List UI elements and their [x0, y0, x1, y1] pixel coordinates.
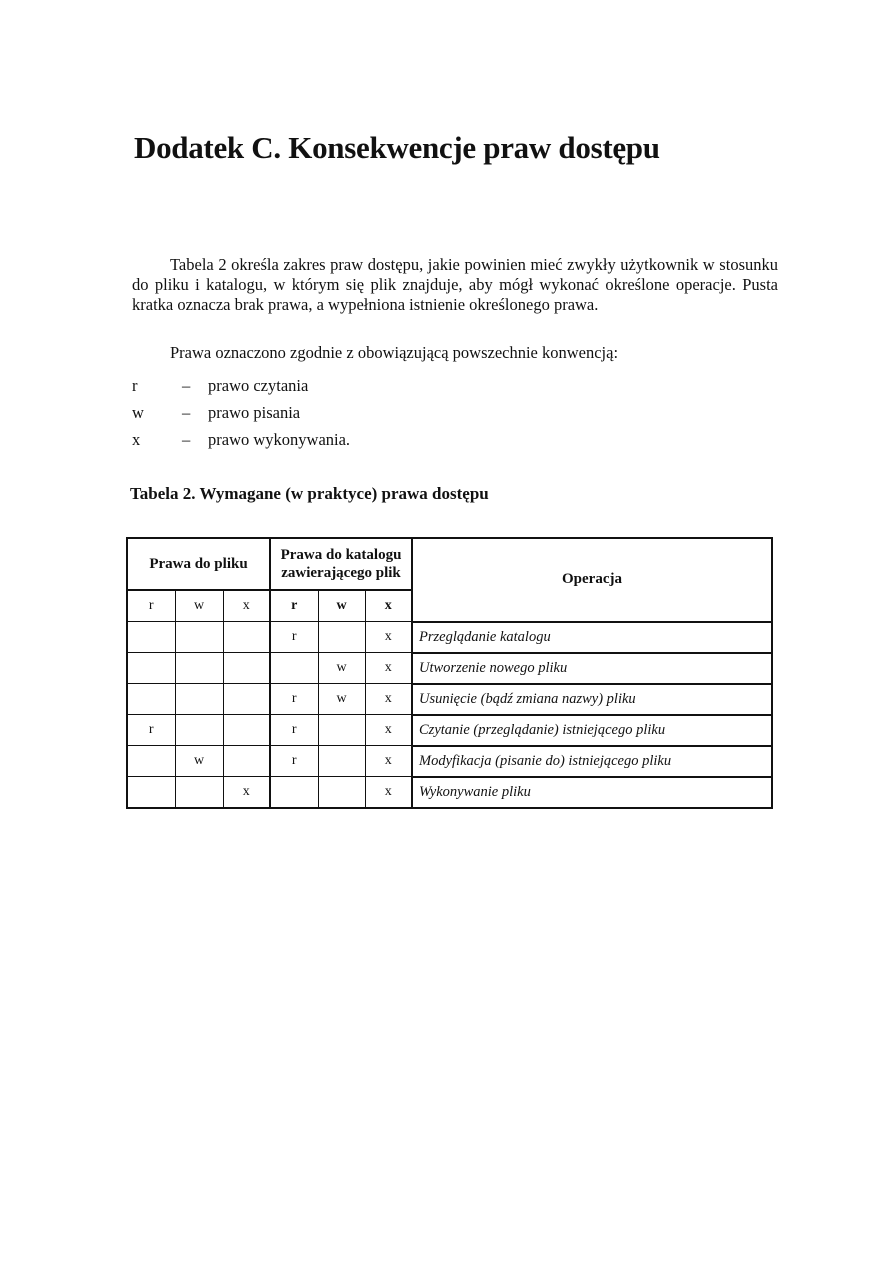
header-file-rights: Prawa do pliku	[127, 538, 270, 590]
dir-cell: w	[318, 653, 365, 684]
file-cell	[175, 622, 223, 653]
dir-cell: x	[365, 653, 412, 684]
table-row	[127, 653, 772, 684]
dir-cell	[318, 746, 365, 777]
table-row	[127, 715, 772, 746]
file-letter: r	[127, 590, 175, 622]
file-cell: x	[223, 777, 270, 808]
table-row	[127, 777, 772, 808]
table-header-row	[127, 538, 772, 590]
dir-letter: x	[365, 590, 412, 622]
dir-cell: r	[270, 746, 318, 777]
file-cell	[175, 684, 223, 715]
file-letter: x	[223, 590, 270, 622]
dir-cell	[270, 777, 318, 808]
legend-dash: –	[182, 430, 191, 449]
intro-paragraph: Tabela 2 określa zakres praw dostępu, jakie powinien mieć zwykły użytkownik w stosunku do pliku i katalogu, w którym się plik znajduje, aby mógł wykonać określone operacje. Pusta kratka oznacza brak prawa, a wypełniona istnienie określonego prawa.	[132, 255, 778, 314]
file-cell	[223, 746, 270, 777]
file-letter: w	[175, 590, 223, 622]
operation-cell: Przeglądanie katalogu	[412, 622, 772, 653]
dir-cell: r	[270, 622, 318, 653]
operation-cell: Utworzenie nowego pliku	[412, 653, 772, 684]
legend-text: prawo czytania	[208, 376, 309, 395]
access-rights-table	[126, 537, 773, 809]
dir-cell: x	[365, 684, 412, 715]
legend-key: w	[132, 403, 144, 422]
file-cell	[127, 622, 175, 653]
file-cell	[175, 777, 223, 808]
dir-cell: r	[270, 684, 318, 715]
operation-cell: Czytanie (przeglądanie) istniejącego pliku	[412, 715, 772, 746]
legend-dash: –	[182, 403, 191, 422]
dir-cell: w	[318, 684, 365, 715]
operation-cell: Usunięcie (bądź zmiana nazwy) pliku	[412, 684, 772, 715]
dir-letter: w	[318, 590, 365, 622]
table-row	[127, 622, 772, 653]
table-row	[127, 684, 772, 715]
file-cell	[175, 653, 223, 684]
operation-cell: Wykonywanie pliku	[412, 777, 772, 808]
file-cell	[223, 684, 270, 715]
legend-text: prawo wykonywania.	[208, 430, 351, 449]
legend-item-r	[132, 376, 308, 396]
legend-item-w	[132, 403, 300, 423]
dir-cell: x	[365, 746, 412, 777]
legend-key: r	[132, 376, 138, 395]
file-cell	[127, 777, 175, 808]
dir-cell: r	[270, 715, 318, 746]
file-cell	[175, 715, 223, 746]
file-cell	[127, 684, 175, 715]
dir-letter: r	[270, 590, 318, 622]
convention-paragraph: Prawa oznaczono zgodnie z obowiązującą powszechnie konwencją:	[170, 343, 619, 362]
legend-key: x	[132, 430, 141, 449]
header-dir-rights: Prawa do katalogu zawierającego plik	[270, 538, 412, 590]
operation-cell: Modyfikacja (pisanie do) istniejącego pliku	[412, 746, 772, 777]
dir-cell: x	[365, 622, 412, 653]
dir-cell: x	[365, 777, 412, 808]
file-cell	[223, 715, 270, 746]
file-cell	[127, 653, 175, 684]
file-cell: r	[127, 715, 175, 746]
legend-dash: –	[182, 376, 191, 395]
legend-text: prawo pisania	[208, 403, 301, 422]
header-operation: Operacja	[412, 538, 772, 622]
file-cell	[223, 622, 270, 653]
dir-cell	[318, 622, 365, 653]
file-cell: w	[175, 746, 223, 777]
page-title: Dodatek C. Konsekwencje praw dostępu	[134, 130, 660, 165]
table-row	[127, 746, 772, 777]
file-cell	[223, 653, 270, 684]
dir-cell	[318, 777, 365, 808]
file-cell	[127, 746, 175, 777]
table-caption: Tabela 2. Wymagane (w praktyce) prawa dostępu	[130, 484, 489, 503]
dir-cell	[318, 715, 365, 746]
dir-cell: x	[365, 715, 412, 746]
legend-item-x	[132, 430, 350, 450]
dir-cell	[270, 653, 318, 684]
